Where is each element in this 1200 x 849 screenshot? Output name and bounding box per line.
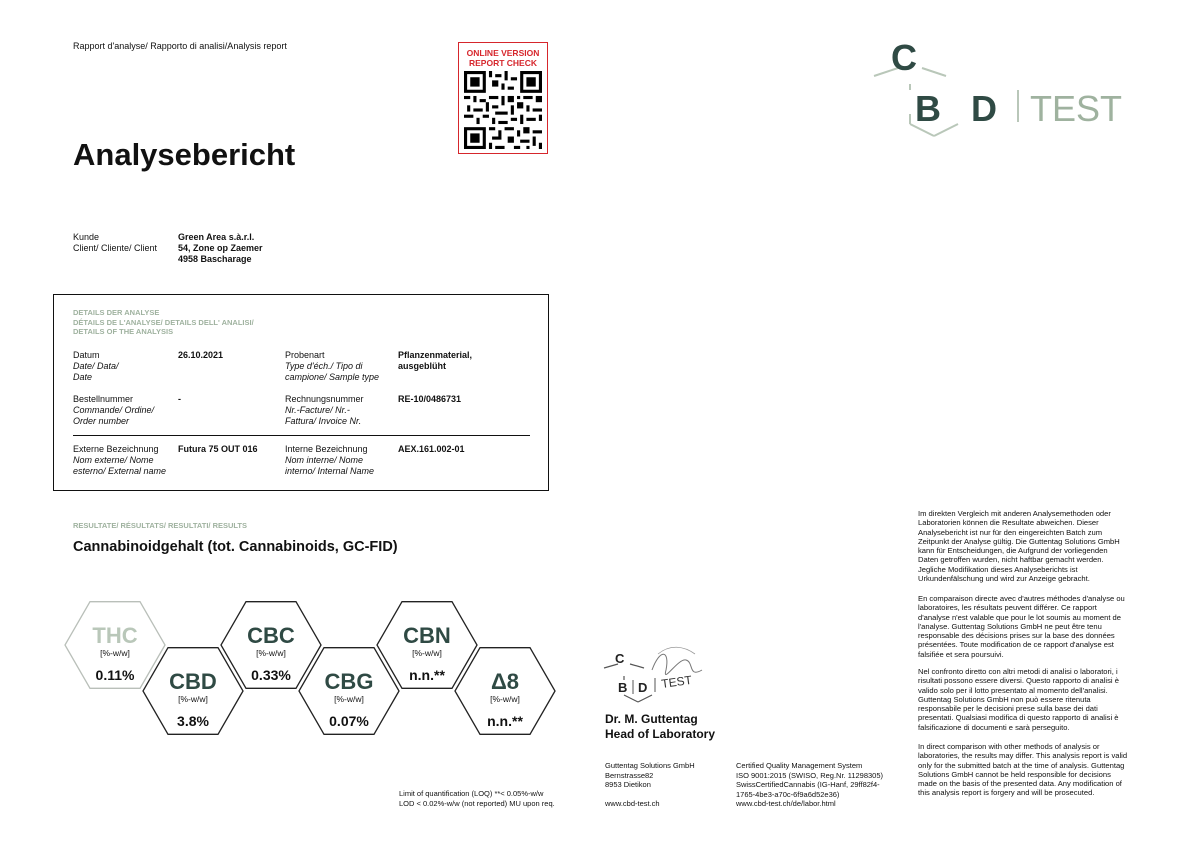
details-divider bbox=[73, 435, 530, 436]
cert-line2: ISO 9001:2015 (SWISO, Reg.Nr. 11298305) bbox=[736, 770, 884, 780]
signatory-role: Head of Laboratory bbox=[605, 727, 716, 741]
cannabinoid-name: CBG bbox=[324, 669, 374, 694]
signatory bbox=[605, 712, 715, 742]
results-heading: RESULTATE/ RÉSULTATS/ RESULTATI/ RESULTS bbox=[73, 521, 248, 530]
disclaimer-fr: En comparaison directe avec d'autres méthodes d'analyse ou laboratoires, les résultats peuvent différer. Ce rapport d'analyse n'est valable que pour le lot soumis au moment de l'analyse. Guttentag Solutions GmbH ne peut être tenu responsable des décisions prises sur la base des données présentées. Toute modification de ce rapport d'analyse est falsifiée et sera poursuivi. bbox=[918, 594, 1125, 659]
invoice-number-label bbox=[285, 394, 364, 427]
cannabinoid-value: 0.11% bbox=[95, 667, 135, 683]
invoice-number-label-en: Fattura/ Invoice Nr. bbox=[285, 416, 362, 426]
cannabinoid-unit: [%-w/w] bbox=[256, 648, 286, 658]
cannabinoid-name: THC bbox=[92, 623, 138, 648]
cannabinoid-value: 0.33% bbox=[251, 667, 291, 683]
client-label-de: Kunde bbox=[73, 232, 100, 242]
details-heading-en: DETAILS OF THE ANALYSIS bbox=[73, 327, 174, 336]
cannabinoid-hex-cbn bbox=[377, 602, 477, 689]
invoice-number-value: RE-10/0486731 bbox=[398, 394, 462, 404]
order-number-label bbox=[73, 394, 154, 427]
company-address bbox=[605, 761, 695, 790]
internal-name-label-fr-it: Nom interne/ Nome bbox=[285, 455, 364, 465]
signature-stamp bbox=[600, 640, 710, 705]
cannabinoid-hex-δ8 bbox=[455, 648, 555, 735]
cert-line4: 1765-4be3-a70c-6f9a6d52e36) bbox=[736, 789, 840, 799]
date-label bbox=[73, 350, 119, 383]
svg-text:C: C bbox=[615, 651, 625, 666]
date-value: 26.10.2021 bbox=[178, 350, 224, 360]
client-address-line1: 54, Zone op Zaemer bbox=[178, 243, 263, 253]
sample-type-label-en: campione/ Sample type bbox=[285, 372, 380, 382]
cannabinoid-name: CBN bbox=[403, 623, 451, 648]
logo-letter-c: C bbox=[891, 38, 917, 78]
disclaimer-de: Im direkten Vergleich mit anderen Analysemethoden oder Laboratorien können die Resultate abweichen. Dieser Analysebericht ist nur für den eingereichten Batch zum Zeitpunkt der Analyse gültig. Die Guttentag Solutions GmbH kann für Entscheidungen, die Aufgrund der vorliegenden Daten getroffen wurden, nicht haftbar gemacht werden. Jegliche Modifikation dieses Analyseberichts ist Urkundenfälschung und wird zur Anzeige gebracht. bbox=[918, 509, 1120, 584]
order-number-label-fr-it: Commande/ Ordine/ bbox=[73, 405, 155, 415]
company-street: Bernstrasse82 bbox=[605, 770, 654, 780]
report-type-label: Rapport d'analyse/ Rapporto di analisi/Analysis report bbox=[73, 41, 287, 51]
cannabinoid-unit: [%-w/w] bbox=[412, 648, 442, 658]
svg-text:D: D bbox=[638, 680, 648, 695]
company-name: Guttentag Solutions GmbH bbox=[605, 761, 695, 770]
sample-type-label bbox=[285, 350, 379, 383]
date-label-de: Datum bbox=[73, 350, 100, 360]
cannabinoid-hexagons bbox=[60, 595, 590, 745]
sample-type-value-line2: ausgeblüht bbox=[398, 361, 447, 371]
invoice-number-label-fr-it: Nr.-Facture/ Nr.- bbox=[285, 405, 350, 415]
order-number-label-en: Order number bbox=[73, 416, 130, 426]
company-city: 8953 Dietikon bbox=[605, 780, 651, 789]
cannabinoid-hex-thc bbox=[65, 602, 165, 689]
cert-line1: Certified Quality Management System bbox=[736, 761, 863, 770]
page-title: Analysebericht bbox=[73, 137, 296, 172]
disclaimer-en: In direct comparison with other methods of analysis or laboratories, the results may differ. This analysis report is valid only for the submitted batch at the time of analysis. Guttentag Solutions GmbH cannot be held responsible for decisions made on the basis of the presented data. Any modification of this analysis report is forgery and will be prosecuted. bbox=[918, 742, 1128, 798]
external-name-label-fr-it: Nom externe/ Nome bbox=[73, 455, 154, 465]
cannabinoid-unit: [%-w/w] bbox=[100, 648, 130, 658]
certifications bbox=[736, 761, 883, 799]
order-number-value: - bbox=[178, 394, 181, 404]
logo-letter-d: D bbox=[971, 88, 997, 129]
order-number-label-de: Bestellnummer bbox=[73, 394, 134, 404]
invoice-number-label-de: Rechnungsnummer bbox=[285, 394, 364, 404]
cannabinoid-unit: [%-w/w] bbox=[178, 694, 208, 704]
lab-page-link[interactable]: www.cbd-test.ch/de/labor.html bbox=[736, 799, 836, 808]
external-name-label-en: esterno/ External name bbox=[73, 466, 167, 476]
client-name: Green Area s.à.r.l. bbox=[178, 232, 255, 242]
logo-letter-b: B bbox=[915, 88, 941, 129]
internal-name-label-de: Interne Bezeichnung bbox=[285, 444, 368, 454]
company-website-link[interactable]: www.cbd-test.ch bbox=[605, 799, 660, 808]
details-heading-fr-it: DÉTAILS DE L'ANALYSE/ DETAILS DELL' ANALISI/ bbox=[73, 317, 254, 327]
cert-line3: SwissCertifiedCannabis (IG-Hanf, 29ff82f4- bbox=[736, 780, 880, 789]
qr-code-icon bbox=[464, 71, 542, 149]
loq-note-line1: Limit of quantification (LOQ) **< 0.05%-w/w bbox=[399, 789, 544, 798]
svg-text:B: B bbox=[618, 680, 628, 695]
sample-type-value bbox=[398, 350, 472, 372]
external-name-value: Futura 75 OUT 016 bbox=[178, 444, 258, 454]
cbd-test-logo bbox=[868, 38, 1138, 148]
cannabinoid-value: 0.07% bbox=[329, 713, 369, 729]
loq-note bbox=[399, 789, 555, 808]
details-heading bbox=[73, 308, 254, 337]
qr-label-line2: REPORT CHECK bbox=[468, 58, 537, 68]
cannabinoid-hex-cbd bbox=[143, 648, 243, 735]
cannabinoid-name: Δ8 bbox=[490, 669, 520, 694]
date-label-fr-it: Date/ Data/ bbox=[73, 361, 119, 371]
cannabinoid-unit: [%-w/w] bbox=[334, 694, 364, 704]
cannabinoid-hex-cbc bbox=[221, 602, 321, 689]
cannabinoid-value: n.n.** bbox=[487, 713, 523, 729]
cannabinoid-value: n.n.** bbox=[409, 667, 445, 683]
client-label bbox=[73, 232, 157, 254]
details-heading-de: DETAILS DER ANALYSE bbox=[73, 308, 160, 317]
cannabinoid-value: 3.8% bbox=[177, 713, 209, 729]
cannabinoid-name: CBC bbox=[247, 623, 295, 648]
client-address-line2: 4958 Bascharage bbox=[178, 254, 252, 264]
internal-name-value: AEX.161.002-01 bbox=[398, 444, 465, 454]
cannabinoid-hex-cbg bbox=[299, 648, 399, 735]
cannabinoid-name: CBD bbox=[169, 669, 217, 694]
svg-text:TEST: TEST bbox=[660, 672, 693, 691]
logo-word-test: TEST bbox=[1030, 88, 1123, 129]
client-address bbox=[178, 232, 263, 265]
loq-note-line2: LOD < 0.02%-w/w (not reported) MU upon req. bbox=[399, 798, 555, 808]
results-title: Cannabinoidgehalt (tot. Cannabinoids, GC-FID) bbox=[73, 539, 398, 555]
internal-name-label bbox=[285, 444, 374, 477]
client-label-multi: Client/ Cliente/ Client bbox=[73, 243, 158, 253]
disclaimer-it: Nel confronto diretto con altri metodi di analisi o laboratori, i risultati possono essere diversi. Questo rapporto di analisi è valido solo per il lotto presentato al momento dell'analisi. Guttentag Solutions GmbH non può essere ritenuta responsabile per le decisioni prese sulla base dei dati presentati. Qualsiasi modifica di questo rapporto di analisi è falsificazione di documenti e sarà perseguito. bbox=[918, 667, 1119, 732]
signatory-name: Dr. M. Guttentag bbox=[605, 712, 698, 726]
external-name-label bbox=[73, 444, 166, 477]
online-report-check-qr[interactable] bbox=[458, 42, 548, 154]
sample-type-label-de: Probenart bbox=[285, 350, 325, 360]
sample-type-value-line1: Pflanzenmaterial, bbox=[398, 350, 473, 360]
date-label-en: Date bbox=[73, 372, 93, 382]
internal-name-label-en: interno/ Internal Name bbox=[285, 466, 375, 476]
external-name-label-de: Externe Bezeichnung bbox=[73, 444, 159, 454]
cannabinoid-unit: [%-w/w] bbox=[490, 694, 520, 704]
qr-label-line1: ONLINE VERSION bbox=[466, 48, 540, 58]
sample-type-label-fr-it: Type d'éch./ Tipo di bbox=[285, 361, 363, 371]
